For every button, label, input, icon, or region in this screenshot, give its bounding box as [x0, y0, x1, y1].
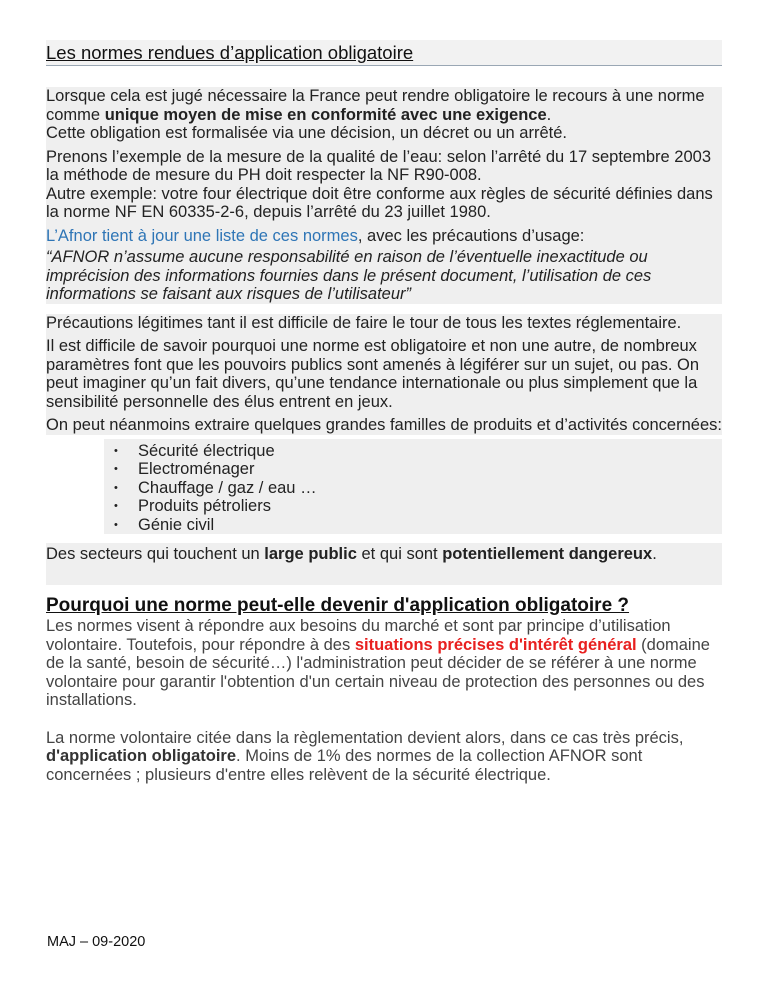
sectors-paragraph: [46, 543, 722, 585]
conclusion-bold: d'application obligatoire: [46, 747, 237, 765]
sectors-bold-2: potentiellement dangereux: [442, 545, 653, 563]
paragraph-conclusion: [46, 729, 722, 785]
families-list: [104, 439, 722, 535]
sectors-text-3: .: [652, 545, 657, 563]
sectors-text-1: Des secteurs qui touchent un: [46, 545, 265, 563]
section-title-bar: [46, 40, 722, 66]
section-heading: Pourquoi une norme peut-elle devenir d'application obligatoire ?: [46, 595, 630, 616]
example-line2: Autre exemple: votre four électrique doit être conforme aux règles de sécurité définies dans la norme NF EN 60335-2-6, depuis l’arrêté du 23 juillet 1980.: [46, 184, 713, 221]
list-item: • Génie civil: [138, 516, 722, 535]
why-mandatory-text: Il est difficile de savoir pourquoi une norme est obligatoire et non une autre, de nombreux paramètres font que les pouvoirs publics sont amenés à légiférer sur un sujet, ou pas. On peut imaginer qu’un fait divers, qu’une tendance internationale ou plus simplement que la sensibilité personnelle des élus entrent en jeux.: [46, 337, 700, 411]
intro-end: .: [546, 105, 552, 124]
list-item: • Electroménager: [138, 460, 722, 479]
intro-text: Lorsque cela est jugé nécessaire la France peut rendre obligatoire le recours à une norme comme: [46, 87, 705, 124]
list-item: • Chauffage / gaz / eau …: [138, 479, 722, 498]
sectors-bold-1: large public: [264, 545, 357, 563]
list-item: • Sécurité électrique: [138, 442, 722, 461]
paragraph-precautions: [46, 314, 722, 435]
reason-highlight: situations précises d'intérêt général: [354, 635, 637, 654]
page-title: Les normes rendues d’application obligatoire: [46, 42, 414, 63]
paragraph-reason: [46, 617, 722, 710]
document-page: [46, 40, 722, 784]
afnor-quote: “AFNOR n’assume aucune responsabilité en raison de l’éventuelle inexactitude ou imprécision des informations fournies dans le présent document, l’utilisation de ces informations se faisant aux risques de l’utilisateur”: [46, 248, 652, 303]
paragraph-intro: [46, 87, 722, 304]
conclusion-text-1: La norme volontaire citée dans la règlementation devient alors, dans ce cas très précis,: [46, 728, 684, 747]
reason-text-1: Les normes visent à répondre aux besoins du marché et sont par principe d’utilisation volontaire. Toutefois, pour répondre à des: [46, 617, 671, 654]
sectors-text-2: et qui sont: [356, 545, 443, 563]
afnor-list-rest: , avec les précautions d’usage:: [357, 226, 585, 245]
conclusion-text-2: . Moins de 1% des normes de la collection AFNOR sont concernées ; plusieurs d'entre elles relèvent de la sécurité électrique.: [46, 747, 643, 784]
afnor-list-link[interactable]: L’Afnor tient à jour une liste de ces normes: [46, 226, 358, 245]
intro-bold: unique moyen de mise en conformité avec une exigence: [104, 105, 547, 124]
families-intro: On peut néanmoins extraire quelques grandes familles de produits et d’activités concernées:: [46, 416, 722, 434]
intro-line2: Cette obligation est formalisée via une décision, un décret ou un arrêté.: [46, 124, 567, 142]
precautions-text: Précautions légitimes tant il est difficile de faire le tour de tous les textes réglementaire.: [46, 313, 682, 332]
list-item: • Produits pétroliers: [138, 497, 722, 516]
reason-text-2: (domaine de la santé, besoin de sécurité…) l'administration peut décider de se référer à une norme volontaire pour garantir l'obtention d'un certain niveau de protection des personnes ou des installations.: [46, 635, 710, 709]
example-line1: Prenons l’exemple de la mesure de la qualité de l’eau: selon l’arrêté du 17 septembre 2003 la méthode de mesure du PH doit respecter la NF R90-008.: [46, 147, 711, 184]
footer-date: MAJ – 09-2020: [47, 934, 146, 950]
